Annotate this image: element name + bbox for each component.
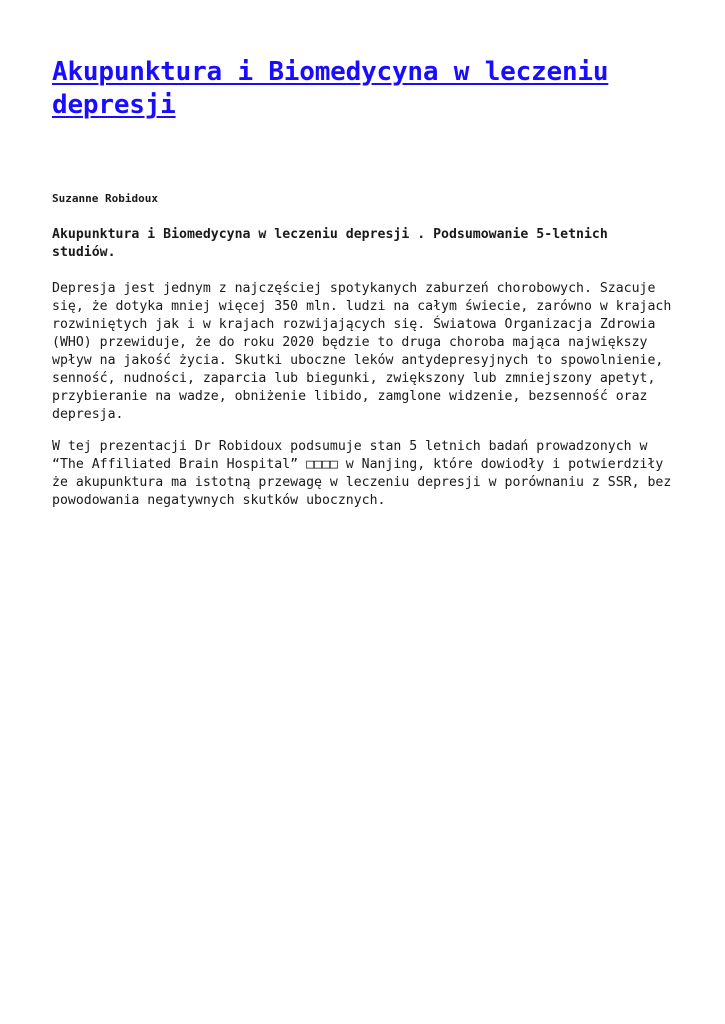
article-paragraph: Depresja jest jednym z najczęściej spotykanych zaburzeń chorobowych. Szacuje się, że dotyka mniej więcej 350 mln. ludzi na całym świecie, zarówno w krajach rozwiniętych jak i w krajach rozwijających się. Światowa Organizacja Zdrowia (WHO) przewiduje, że do roku 2020 będzie to druga choroba mająca największy wpływ na jakość życia. Skutki uboczne leków antydepresyjnych to spowolnienie, senność, nudności, zaparcia lub biegunki, zwiększony lub zmniejszony apetyt, przybieranie na wadze, obniżenie libido, zamglone widzenie, bezsenność oraz depresja. bbox=[52, 281, 672, 422]
document-page bbox=[52, 0, 677, 510]
article-title-link[interactable]: Akupunktura i Biomedycyna w leczeniu depresji bbox=[52, 57, 609, 120]
article-author: Suzanne Robidoux bbox=[52, 192, 158, 205]
article-paragraph: W tej prezentacji Dr Robidoux podsumuje stan 5 letnich badań prowadzonych w “The Affiliated Brain Hospital” □□□□ w Nanjing, które dowiodły i potwierdziły że akupunktura ma istotną przewagę w leczeniu depresji w porównaniu z SSR, bez powodowania negatywnych skutków ubocznych. bbox=[52, 439, 672, 508]
article-title bbox=[52, 56, 677, 122]
article-subtitle: Akupunktura i Biomedycyna w leczeniu depresji . Podsumowanie 5-letnich studiów. bbox=[52, 227, 608, 260]
